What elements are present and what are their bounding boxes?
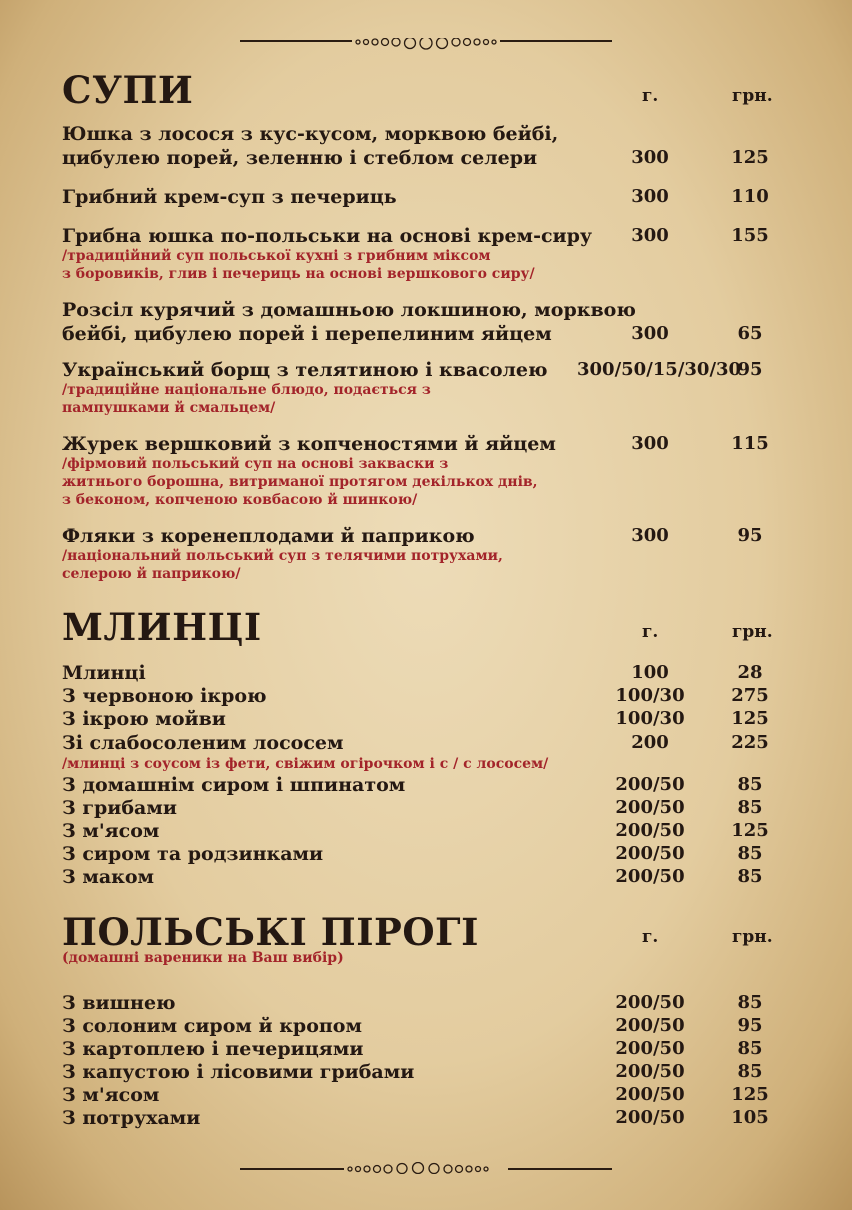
item-name: З м'ясом — [62, 1084, 160, 1106]
soups-title: СУПИ — [62, 68, 194, 112]
top-ornament-divider — [240, 38, 612, 50]
item-price: 65 — [737, 323, 763, 344]
item-price: 110 — [731, 186, 769, 207]
item-price: 275 — [731, 685, 769, 706]
item-price: 125 — [731, 147, 769, 168]
item-grams: 200/50 — [615, 774, 685, 795]
item-name: З грибами — [62, 797, 177, 819]
item-price: 125 — [731, 820, 769, 841]
item-name-cont: бейбі, цибулею порей і перепелиним яйцем — [62, 323, 552, 345]
item-name: Фляки з коренеплодами й паприкою — [62, 525, 475, 547]
item-price: 125 — [731, 1084, 769, 1105]
item-grams: 200 — [631, 732, 669, 753]
item-name-cont: цибулею порей, зеленню і стеблом селери — [62, 147, 538, 169]
item-grams: 300 — [631, 147, 669, 168]
item-description: з боровиків, глив і печериць на основі вершкового сиру/ — [62, 266, 535, 282]
item-name: Зі слабосоленим лососем — [62, 732, 344, 754]
item-grams: 200/50 — [615, 1038, 685, 1059]
item-grams: 100/30 — [615, 708, 685, 729]
item-description: /млинці з соусом із фети, свіжим огірочком і с / с лососем/ — [62, 756, 549, 772]
item-grams: 100/30 — [615, 685, 685, 706]
item-name: З потрухами — [62, 1107, 201, 1129]
item-description: з беконом, копченою ковбасою й шинкою/ — [62, 492, 418, 508]
item-description: /фірмовий польський суп на основі закваски з — [62, 456, 449, 472]
soups-grams-header: г. — [642, 86, 659, 106]
item-description: пампушками й смальцем/ — [62, 400, 276, 416]
item-name: Грибна юшка по-польськи на основі крем-сиру — [62, 225, 593, 247]
bottom-ornament-divider — [240, 1162, 612, 1174]
item-grams: 300 — [631, 186, 669, 207]
pierogi-price-header: грн. — [732, 927, 773, 947]
item-name: З червоною ікрою — [62, 685, 267, 707]
pancakes-price-header: грн. — [732, 622, 773, 642]
item-grams: 300 — [631, 525, 669, 546]
pierogi-title: ПОЛЬСЬКІ ПІРОГІ — [62, 910, 479, 954]
item-price: 95 — [737, 1015, 763, 1036]
item-price: 125 — [731, 708, 769, 729]
item-price: 85 — [737, 866, 763, 887]
item-price: 85 — [737, 797, 763, 818]
soups-price-header: грн. — [732, 86, 773, 106]
item-name: З маком — [62, 866, 155, 888]
item-description: /традиційний суп польської кухні з грибним міксом — [62, 248, 491, 264]
item-price: 85 — [737, 1038, 763, 1059]
item-price: 225 — [731, 732, 769, 753]
item-price: 85 — [737, 992, 763, 1013]
item-price: 105 — [731, 1107, 769, 1128]
item-name: Український борщ з телятиною і квасолею — [62, 359, 548, 381]
item-price: 115 — [731, 433, 769, 454]
item-price: 28 — [737, 662, 763, 683]
item-grams: 300 — [631, 225, 669, 246]
pancakes-grams-header: г. — [642, 622, 659, 642]
item-grams: 200/50 — [615, 1061, 685, 1082]
item-grams: 300/50/15/30/30 — [577, 359, 742, 380]
item-grams: 200/50 — [615, 1084, 685, 1105]
item-grams: 300 — [631, 323, 669, 344]
item-name: Розсіл курячий з домашньою локшиною, морквою — [62, 299, 636, 321]
item-name: Журек вершковий з копченостями й яйцем — [62, 433, 556, 455]
item-name: З солоним сиром й кропом — [62, 1015, 362, 1037]
item-name: З ікрою мойви — [62, 708, 226, 730]
item-name: Грибний крем-суп з печериць — [62, 186, 397, 208]
item-grams: 100 — [631, 662, 669, 683]
pierogi-subtitle: (домашні вареники на Ваш вибір) — [62, 950, 344, 966]
item-price: 95 — [737, 525, 763, 546]
item-name: З м'ясом — [62, 820, 160, 842]
item-name: З капустою і лісовими грибами — [62, 1061, 415, 1083]
item-description: житнього борошна, витриманої протягом декількох днів, — [62, 474, 538, 490]
item-price: 85 — [737, 774, 763, 795]
item-name: З сиром та родзинками — [62, 843, 324, 865]
item-price: 85 — [737, 1061, 763, 1082]
item-grams: 200/50 — [615, 992, 685, 1013]
item-price: 95 — [737, 359, 763, 380]
item-description: /традиційне національне блюдо, подається з — [62, 382, 431, 398]
item-name: Юшка з лосося з кус-кусом, морквою бейбі, — [62, 123, 559, 145]
item-price: 155 — [731, 225, 769, 246]
item-name: З домашнім сиром і шпинатом — [62, 774, 406, 796]
item-grams: 300 — [631, 433, 669, 454]
item-grams: 200/50 — [615, 843, 685, 864]
item-description: селерою й паприкою/ — [62, 566, 241, 582]
item-name: Млинці — [62, 662, 146, 684]
item-description: /національний польський суп з телячими потрухами, — [62, 548, 503, 564]
pancakes-title: МЛИНЦІ — [62, 605, 262, 649]
item-grams: 200/50 — [615, 866, 685, 887]
item-name: З картоплею і печерицями — [62, 1038, 364, 1060]
item-name: З вишнею — [62, 992, 176, 1014]
item-grams: 200/50 — [615, 820, 685, 841]
item-grams: 200/50 — [615, 1107, 685, 1128]
item-grams: 200/50 — [615, 797, 685, 818]
item-price: 85 — [737, 843, 763, 864]
item-grams: 200/50 — [615, 1015, 685, 1036]
pierogi-grams-header: г. — [642, 927, 659, 947]
